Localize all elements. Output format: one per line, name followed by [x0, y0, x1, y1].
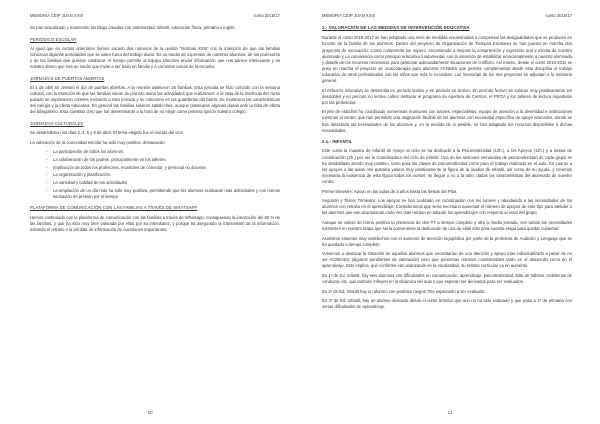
section-heading: JORNADAS CULTURALES — [30, 120, 84, 126]
section-heading: PLATAFORMA DE COMUNICACIÓN CON LAS FAMILIAS A TRAVÉS DE WHATSAPP — [30, 204, 198, 210]
page-body — [30, 25, 280, 232]
bullet-item: - La participación de todos los alumnos. — [46, 149, 280, 155]
paragraph: El 4 de abril se celebró el día de puertas abiertas. A la reunión asistieron 26 familias. Esta jornada se hizo coincidir con la semana cultural, con la intención de que las familias vieran de primera mano las actividades que realizamos. A la vista de la matrícula del curso pasado se imprimieron carteles invitando a esta jornada y se colocaron en las guarderías del barrio. Se mostraron las características del colegio y la oferta educativa. En general las familias salieron satisfechas, aunque plantearon algunas dudas ante la falta de oferta del bilingüismo. Esta cuestión creo que fue determinante a la hora de no elegir como primera opción nuestro colegio. — [30, 85, 280, 115]
bullet-item: - La organización y planificación. — [46, 172, 280, 178]
paragraph: Primer trimestre: Apoyo en las aulas de 3 años hasta las fiestas del Pilar. — [322, 188, 458, 194]
paragraph: Volvemos a destacar la situación de aquellos alumnos que necesitarían de una atención y apoyo más individualizado a pesar de no ser ACNEAES (algunos pendientes de valoración) pero que presentan retrasos considerables tanto en el desarrollo como en el aprendizaje. Esto implica, que conforme van avanzando en la escolaridad, su retraso curricular va en aumento. — [322, 251, 572, 269]
header-course-label: curso 2016/17 — [253, 13, 280, 18]
section-heading: JORNADAS DE PUERTAS ABIERTAS — [30, 75, 105, 81]
section-heading: 2.1.- INFANTIL — [322, 138, 353, 144]
bullet-item: - La ampliación de un día más ha sido muy positiva, permitiendo que los alumnos realizaran más actividades y con menos sensación de presión por el tiempo. — [46, 188, 280, 200]
paragraph: Durante el curso 2016-2017 se han adoptado una serie de medidas encaminadas a compensar las desigualdades que se producen en función de la familia de los alumnos. Dentro del proyecto de Organización de Tiempos Escolares se han puesto en marcha dos proyectos de innovación: Como comprendo me supero, encaminado a mejorar la comprensión y expresión oral y escrita de nuestro alumnado y La convivencia como principio educativo fundamental, con la intención de estabilizar emocionalmente a nuestro alumnado y dotarle de los recursos necesarios para gestionar adecuadamente situaciones de conflicto. Así mismo, desde el curso 2010-2011 se puso en marcha el proyecto de musicoterapia para alumnos ACNEES que permite complementar desde esta disciplina el trabajo educativo de otros profesionales con los niños que más lo necesitan. Las memorias de los tres proyectos se adjuntan a la memoria general. — [322, 35, 572, 83]
page-11 — [300, 0, 600, 424]
bullet-item: - Implicación de todos los profesores, monitores de comedor, y personal no docente. — [46, 165, 280, 171]
paragraph: El esfuerzo educativo se desarrolla en período lectivo y en período no lectivo. En período lectivo se valoran muy positivamente los desdobles y en período no lectivo caben destacar el programa de Apertura de Centros, el PROA y los talleres de lectura impartidos por las profesoras. — [322, 87, 572, 105]
bullet-list — [46, 149, 280, 200]
section-heading: 2.- VALORACIÓN DE LAS MEDIDAS DE INTERVENCIÓN EDUCATIVA — [322, 25, 470, 31]
page-header — [30, 13, 280, 18]
paragraph: En 2º de Ed. Infantil hay un alumno con posibles rasgos TEA esperando a ser evaluado. — [322, 288, 486, 294]
paragraph: El jefe de estudios ha coordinado numerosas reuniones con tutores, especialistas, equipo de atención a la diversidad e instituciones externas al centro, que han permitido una asignación flexible de los alumnos con necesidad específica de apoyo educativo, donde se han detectado las necesidades de los alumnos y, en la medida de lo posible, se han adaptado los recursos disponibles a dichas necesidades. — [322, 109, 572, 133]
paragraph: En 3º de Ed. Infantil, hay un alumno derivado desde el curso anterior que aún no ha sido evaluado y que pasa a 1º de primaria con serias dificultades de aprendizaje. — [322, 298, 572, 310]
page-number: 10 — [147, 410, 153, 415]
page-body — [322, 25, 572, 310]
header-document-title: MEMORIA CEIP JUAN XXIII — [30, 13, 83, 18]
paragraph: Este curso la maestra de Infantil de Apoyo al ciclo se ha dedicado a la Psicomotricidad (12h.), a los Apoyos (11h.) y a tareas de coordinación (2h.) por ser la Coordinadora del ciclo de Infantil. Una de las sesiones semanales de psicomotricidad de cada grupo se ha desdoblado siendo muy positivo, tanto para las clases de psicomotricidad como para el trabajo realizado en el aula. En cuanto a los apoyos a las aulas nos gustaría valorar muy positivamente la figura de la auxiliar de Infantil, así como de su ayuda, y creemos necesaria la existencia de esta figura todos los cursos, se llegue o no a la ratio, dadas las características del alumnado de nuestro centro. — [322, 148, 572, 184]
paragraph: En 1º de Ed. Infantil, hay seis alumnos con dificultades en comunicación, aprendizaje, psicomotricidad, falta de hábitos, problemas de conducta, etc. que también influyen en la dinámica del aula y que esperan ser derivados para ser evaluados. — [322, 273, 572, 285]
paragraph: Se desarrollaron los días 3, 4, 5 y 6 de abril. El tema elegido fue el mundo del cine. — [30, 130, 185, 136]
section-heading: PERIÓDICO ESCOLAR — [30, 36, 77, 42]
paragraph: La valoración de la comunidad escolar ha sido muy positiva, destacando: — [30, 139, 166, 145]
paragraph: Hemos continuado con la plataforma de comunicación con las familias a través de Whatsapp, consiguiendo la inscripción del 80 % de las familias, y que ha sido muy bien valorada por ellas por su inmediatez, y porque ha asegurado la transmisión de la información, evitando el retraso o la pérdida de información de cuestiones importantes. — [30, 214, 280, 232]
bullet-item: - La variedad y calidad de las actividades. — [46, 180, 280, 186]
page-number: 11 — [447, 410, 453, 415]
paragraph: Se han actualizado y mantenido los blogs creados con anterioridad: infantil, educación física, primaria e inglés. — [30, 25, 236, 31]
bullet-item: - La colaboración de los padres, principalmente en los talleres. — [46, 157, 280, 163]
header-document-title: MEMORIA CEIP JUAN XXIII — [322, 13, 375, 18]
page-header — [322, 13, 572, 18]
paragraph: Segundo y Tercer Trimestre: Los apoyos se han realizado en coordinación con los tutores y atendiendo a las necesidades de los alumnos con retraso en el aprendizaje. Consideramos que sería necesario aumentar el número de apoyos de este tipo para atender a los alumnos que van acumulando cada vez más retraso en adquirir los aprendizajes con respecto al resto del grupo. — [322, 198, 572, 216]
header-course-label: curso 2016/17 — [545, 13, 572, 18]
paragraph: Al igual que en cursos anteriores hemos sacado dos números de la revista "Noticias XXIII" con la intención de que las familias conozcan algunas actividades que se salen fuera del trabajo diario. Es un medio de expresión de nuestros alumnos, de los profesores y de las familias que quieran colaborar. Al tiempo permite al Equipo Directivo enviar información que nos parece interesante y es nuestro deseo que sea un medio que invite a ser leído en familia y a comentar temas de la escuela. — [30, 46, 280, 70]
paragraph: Aunque se valora de forma positiva la presencia de dos PT a tiempo completo y otra a media jornada, son tantas las necesidades existentes en nuestra etapa que sería conveniente la dedicación de una de ellas sólo para nuestra etapa para quedar cubiertas. — [322, 219, 572, 231]
paragraph: Asimismo estamos muy satisfechos con el aumento de atención logopédica por parte de la profesora de Audición y Lenguaje que se ha quedado a tiempo completo. — [322, 235, 572, 247]
